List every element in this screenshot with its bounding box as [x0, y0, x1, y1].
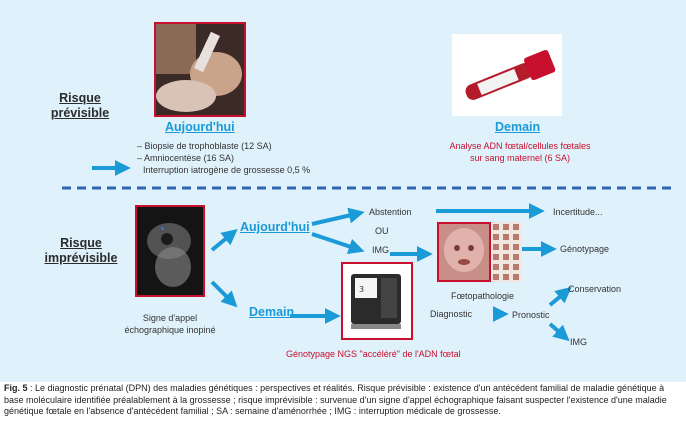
risk-previsible-label: Risque prévisible	[50, 91, 110, 120]
ultrasound-photo	[135, 205, 205, 297]
figure-caption-text: : Le diagnostic prénatal (DPN) des maladies génétiques : perspectives et réalités. Risque prévisible : existence d'un antécédent familial de maladie génétique à base moléculaire identifiée préalablement à la grossesse ; risque imprévisible : survenue d'un signe d'appel échographique faisant suspecter l'existence d'une maladie génétique fœtale en l'absence d'antécédent familial ; SA : semaine d'aménorrhée ; IMG : interruption médicale de grossesse.	[4, 383, 667, 416]
arrow-to-img	[312, 234, 360, 250]
biopsy-item: – Biopsie de trophoblaste (12 SA)	[137, 141, 272, 151]
arrow-to-demain	[212, 282, 234, 304]
sequencer-image	[343, 264, 411, 338]
diagnostic-label: Diagnostic	[430, 309, 473, 319]
signal-caption: Signe d'appel échographique inopiné	[124, 313, 216, 335]
karyotype-image	[491, 222, 521, 282]
img2-label: IMG	[570, 337, 587, 347]
today-imprevisible-link[interactable]: Aujourd'hui	[240, 220, 310, 234]
arrow-to-img2	[550, 324, 566, 338]
sequencer-photo	[341, 262, 413, 340]
today-previsible-link[interactable]: Aujourd'hui	[165, 120, 235, 134]
blood-tube-image	[452, 34, 562, 116]
abstention-label: Abstention	[369, 207, 412, 217]
ou-label: OU	[375, 226, 389, 236]
tomorrow-previsible-text: Analyse ADN fœtal/cellules fœtales sur sang maternel (6 SA)	[449, 141, 591, 163]
karyotype-grid	[491, 222, 521, 282]
svg-text:3: 3	[359, 285, 365, 294]
genotypage-label: Génotypage	[560, 244, 610, 254]
ngs-label: Génotypage NGS "accéléré" de l'ADN fœtal	[286, 349, 461, 359]
foetus-photo	[437, 222, 491, 282]
amnio-item: – Amniocentèse (16 SA)	[137, 153, 235, 163]
arrow-to-conservation	[550, 290, 568, 305]
img-label: IMG	[372, 245, 389, 255]
incertitude-label: Incertitude...	[553, 207, 603, 217]
iatrogenic-risk-item: Interruption iatrogène de grossesse 0,5 %	[143, 165, 311, 175]
risk-imprevisible-label: Risque imprévisible	[44, 236, 118, 265]
biopsy-photo	[154, 22, 246, 117]
ultrasound-image	[137, 207, 203, 295]
pronostic-label: Pronostic	[512, 310, 550, 320]
foetopathologie-label: Fœtopathologie	[451, 291, 515, 301]
arrow-to-abstention	[312, 213, 360, 224]
tomorrow-previsible-link[interactable]: Demain	[495, 120, 541, 134]
figure-caption	[0, 383, 686, 418]
tomorrow-imprevisible-link[interactable]: Demain	[249, 305, 295, 319]
foetus-image	[439, 224, 489, 280]
figure-number: Fig. 5	[4, 383, 28, 393]
conservation-label: Conservation	[568, 284, 622, 294]
blood-tube-photo	[452, 34, 562, 116]
biopsy-image	[156, 24, 244, 115]
arrow-to-aujourdhui	[212, 232, 234, 250]
